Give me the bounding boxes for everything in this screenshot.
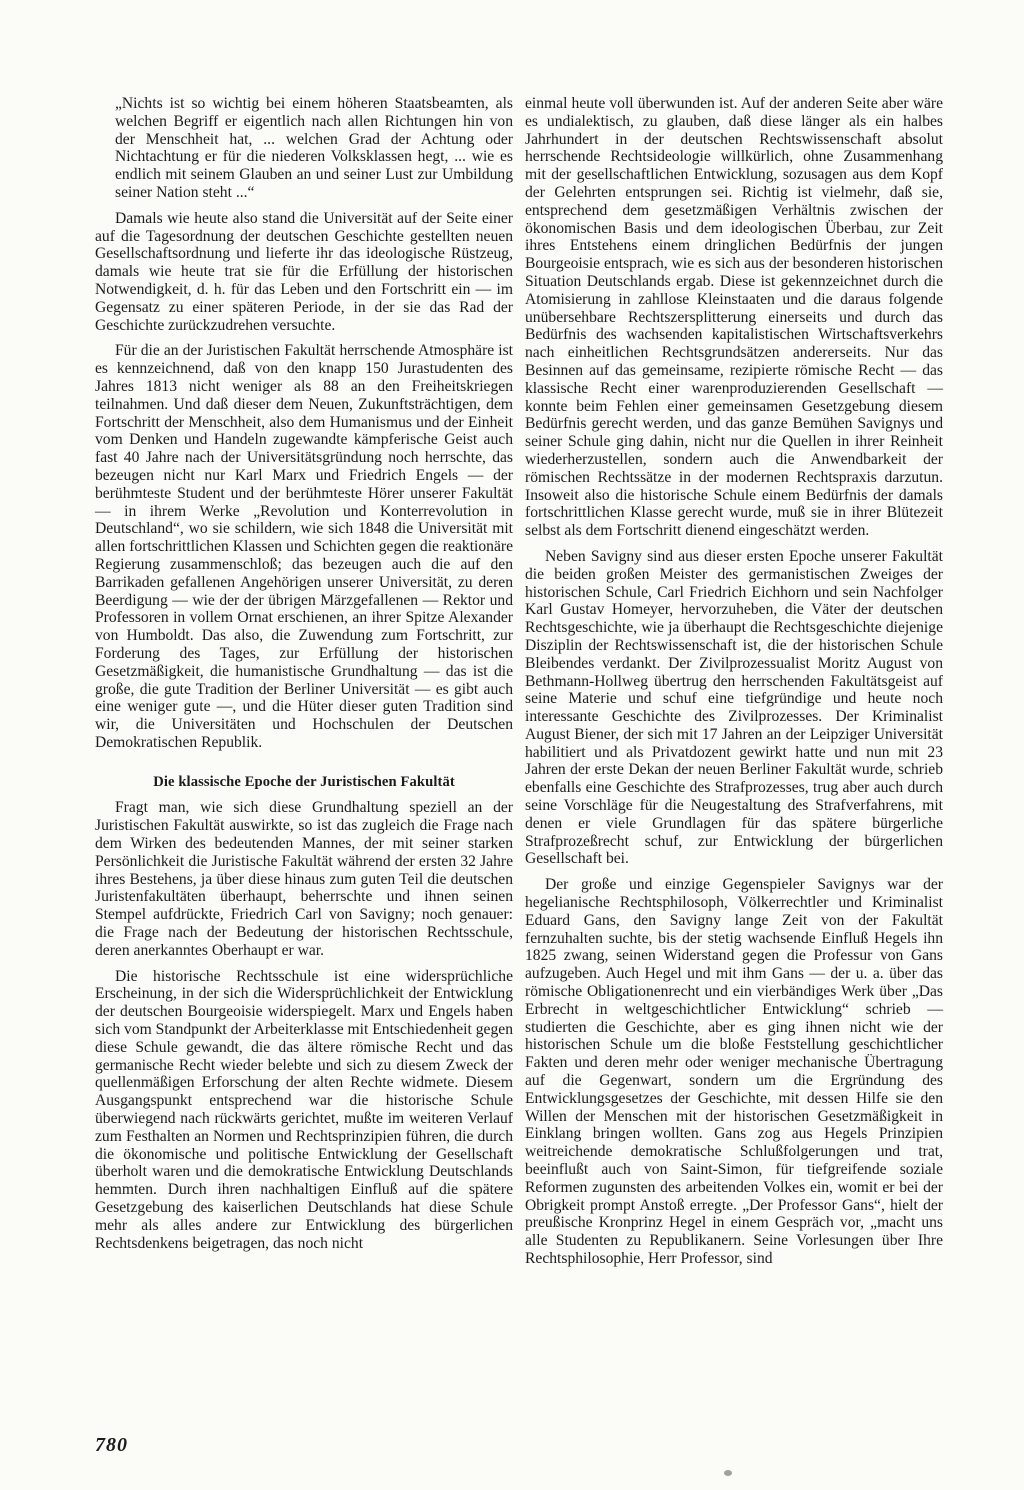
paragraph: Fragt man, wie sich diese Grundhaltung speziell an der Juristischen Fakultät auswirkte, so ist das zugleich die Frage nach dem Wirken des bedeutenden Mannes, der mit seiner starken Persönlichkeit die Juristische Fakultät während der ersten 32 Jahre ihres Bestehens, ja über diese hinaus zum guten Teil die deutschen Juristenfakultäten überhaupt, beherrschte und ihnen seinen Stempel aufdrückte, Friedrich Carl von Savigny; noch genauer: die Frage nach der Bedeutung der historischen Rechtsschule, deren anerkanntes Oberhaupt er war. [95, 799, 513, 959]
right-column [525, 95, 943, 1276]
paragraph-continued: einmal heute voll überwunden ist. Auf der anderen Seite aber wäre es undialektisch, zu glauben, daß diese länger als ein halbes Jahrhundert in der deutschen Rechtswissenschaft absolut herrschende Rechtsideologie willkürlich, ohne Zusammenhang mit der gesellschaftlichen Entwicklung, sozusagen aus dem Kopf der Gelehrten entsprungen sei. Richtig ist vielmehr, daß sie, entsprechend dem gesetzmäßigen Verhältnis zwischen der ökonomischen Basis und dem ideologischen Überbau, zur Zeit ihres Entstehens einem dringlichen Bedürfnis der jungen Bourgeoisie entsprach, wie es sich aus der besonderen historischen Situation Deutschlands ergab. Diese ist gekennzeichnet durch die Atomisierung in zahllose Kleinstaaten und die daraus folgende unübersehbare Rechtszersplitterung einerseits und durch das Bedürfnis des wachsenden kapitalistischen Wirtschaftsverkehrs nach einheitlichen Rechtsgrundsätzen andererseits. Nur das Besinnen auf das gemeinsame, rezipierte römische Recht — das klassische Recht einer warenproduzierenden Gesellschaft — konnte beim Fehlen einer gemeinsamen Gesetzgebung diesem Bedürfnis gerecht werden, und das ganze Bemühen Savignys und seiner Schule ging dahin, nicht nur die Quellen in ihrer Reinheit wiederherzustellen, sondern auch die Anwendbarkeit der römischen Rechtssätze in der modernen Rechtspraxis darzutun. Insoweit also die historische Schule einem Bedürfnis der damals fortschrittlichen Klasse gerecht wurde, muß sie in ihrer Blütezeit selbst als dem Fortschritt dienend eingeschätzt werden. [525, 95, 943, 540]
section-heading: Die klassische Epoche der Juristischen Fakultät [153, 773, 455, 790]
paragraph: Der große und einzige Gegenspieler Savignys war der hegelianische Rechtsphilosoph, Völkerrechtler und Kriminalist Eduard Gans, den Savigny lange Zeit von der Fakultät fernzuhalten suchte, bis der stetig wachsende Einfluß Hegels ihn 1825 zwang, seinen Widerstand gegen die Professur von Gans aufzugeben. Auch Hegel und mit ihm Gans — der u. a. über das römische Obligationenrecht und ein vierbändiges Werk über „Das Erbrecht in weltgeschichtlicher Entwicklung“ schrieb — studierten die Geschichte, aber es ging ihnen nicht wie der historischen Schule um die bloße Feststellung geschichtlicher Fakten und deren mehr oder weniger mechanische Übertragung auf die Gegenwart, sondern um die Ergründung des Entwicklungsgesetzes der Geschichte, mit dessen Hilfe sie den Willen der Menschen mit der historischen Gesetzmäßigkeit in Einklang bringen wollten. Gans zog aus Hegels Prinzipien weitreichende demokratische Schlußfolgerungen und trat, beeinflußt auch von Saint-Simon, für tiefgreifende soziale Reformen zugunsten des arbeitenden Volkes ein, womit er bei der Obrigkeit prompt Anstoß erregte. „Der Professor Gans“, hielt der preußische Kronprinz Hegel in einem Gespräch vor, „macht uns alle Studenten zu Republikanern. Seine Vorlesungen über Ihre Rechtsphilosophie, Herr Professor, sind [525, 876, 943, 1267]
paragraph: Für die an der Juristischen Fakultät herrschende Atmosphäre ist es kennzeichnend, daß von den knapp 150 Jurastudenten des Jahres 1813 nicht weniger als 88 an den Freiheitskriegen teilnahmen. Und daß dieser dem Neuen, Zukunftsträchtigen, dem Fortschritt der Menschheit, also dem Humanismus und der Einheit vom Denken und Handeln zugewandte kämpferische Geist auch fast 40 Jahre nach der Universitätsgründung noch herrschte, das bezeugen nicht nur Karl Marx und Friedrich Engels — der berühmteste Student und der berühmteste Hörer unserer Fakultät — in ihrem Werke „Revolution und Konterrevolution in Deutschland“, wo sie schildern, wie sich 1848 die Universität mit allen fortschrittlichen Klassen und Schichten gegen die reaktionäre Regierung zusammenschloß; das bezeugen auch die auf den Barrikaden gefallenen Angehörigen unserer Universität, zu deren Beerdigung — wie der der übrigen Märzgefallenen — Rektor und Professoren in vollem Ornat erschienen, an ihrer Spitze Alexander von Humboldt. Das also, die Zuwendung zum Fortschritt, zur Forderung des Tages, zur Erfüllung der historischen Gesetzmäßigkeit, die humanistische Grundhaltung — das ist die große, die gute Tradition der Berliner Universität — es gibt auch eine weniger gute —, und die Hüter dieser guten Tradition sind wir, die Universitäten und Hochschulen der Deutschen Demokratischen Republik. [95, 342, 513, 751]
left-column [95, 95, 513, 1260]
paragraph: Damals wie heute also stand die Universität auf der Seite einer auf die Tagesordnung der deutschen Geschichte gestellten neuen Gesellschaftsordnung und lieferte ihr das ideologische Rüstzeug, damals wie heute trat sie für die Erfüllung der historischen Notwendigkeit, d. h. für das Leben und den Fortschritt ein — im Gegensatz zu einer späteren Periode, in der sie das Rad der Geschichte zurückzudrehen versuchte. [95, 209, 513, 334]
ink-smudge [724, 1470, 732, 1476]
paragraph: Neben Savigny sind aus dieser ersten Epoche unserer Fakultät die beiden großen Meister des germanistischen Zweiges der historischen Schule, Carl Friedrich Eichhorn und sein Nachfolger Karl Gustav Homeyer, hervorzuheben, die Väter der deutschen Rechtsgeschichte, wie ja überhaupt die Rechtsgeschichte diejenige Disziplin der Rechtswissenschaft ist, die der historischen Schule Bleibendes verdankt. Der Zivilprozessualist Moritz August von Bethmann-Hollweg übertrug den herrschenden Fakultätsgeist auf seine Materie und schuf eine tiefgründige und heute noch interessante Geschichte des Zivilprozesses. Der Kriminalist August Biener, der sich mit 17 Jahren an der Leipziger Universität habilitiert und als Privatdozent gewirkt hatte und nun mit 23 Jahren der erste Dekan der neuen Berliner Fakultät wurde, schrieb ebenfalls eine Geschichte des Strafprozesses, trug aber auch durch seine Vorschläge für die Neugestaltung des Strafverfahrens, mit denen er viele Grundlagen für das spätere bürgerliche Strafprozeßrecht schuf, zur Entwicklung der bürgerlichen Gesellschaft bei. [525, 547, 943, 868]
quote-paragraph: „Nichts ist so wichtig bei einem höheren Staatsbeamten, als welchen Begriff er eigentlich nach allen Richtungen hin von der Menschheit hat, ... welchen Grad der Achtung oder Nichtachtung er für die niederen Volksklassen hegt, ... wie es endlich mit seinem Glauben an und seiner Lust zur Umbildung seiner Nation steht ...“ [115, 95, 513, 201]
page-number: 780 [95, 1434, 128, 1456]
paragraph: Die historische Rechtsschule ist eine widersprüchliche Erscheinung, in der sich die Widersprüchlichkeit der Entwicklung der deutschen Bourgeoisie widerspiegelt. Marx und Engels haben sich vom Standpunkt der Arbeiterklasse mit Entschiedenheit gegen diese Schule gewandt, die das ältere römische Recht und das germanische Recht wieder belebte und sich zu diesem Zweck der quellenmäßigen Erforschung der alten Rechte widmete. Diesem Ausgangspunkt entsprechend war die historische Schule überwiegend nach rückwärts gerichtet, mußte im weiteren Verlauf zum Festhalten an Normen und Rechtsprinzipien führen, die durch die ökonomische und politische Entwicklung der Gesellschaft überholt waren und die demokratische Entwicklung Deutschlands hemmten. Durch ihren nachhaltigen Einfluß auf die spätere Gesetzgebung des kaiserlichen Deutschlands hat diese Schule mehr als alles andere zur Entwicklung des bürgerlichen Rechtsdenkens beigetragen, das noch nicht [95, 967, 513, 1252]
